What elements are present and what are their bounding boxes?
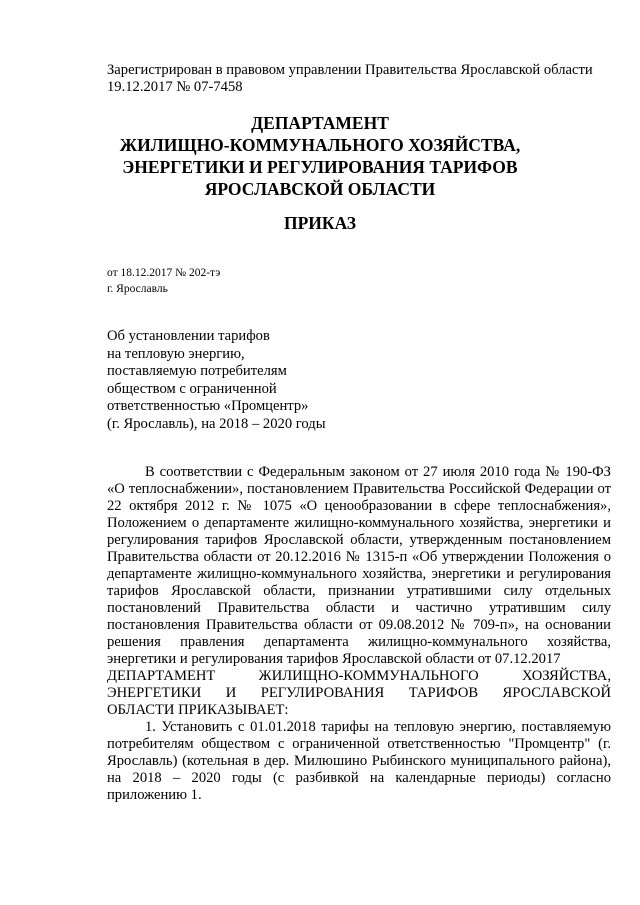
order-title: ПРИКАЗ [283,213,357,233]
order-date-number: от 18.12.2017 № 202-тэ [107,267,221,279]
header-line: ДЕПАРТАМЕНТ [251,113,389,133]
subject-line: обществом с ограниченной [107,380,277,397]
department-orders-line-2: ЭНЕРГЕТИКИ И РЕГУЛИРОВАНИЯ ТАРИФОВ ЯРОСЛАВСКОЙ [107,685,611,701]
registration-line-1: Зарегистрирован в правовом управлении Правительства Ярославской области [107,62,593,78]
order-item-1: 1. Установить с 01.01.2018 тарифы на тепловую энергию, поставляемую потребителям обществом с ограниченной ответственностью "Промцентр" (г. Ярославль) (котельная в дер. Милюшино Рыбинского муниципального района), на 2018 – 2020 годы (с разбивкой на календарные периоды) согласно приложению 1. [107,719,611,803]
department-header [0,112,640,200]
registration-note [107,62,617,96]
header-line: ЯРОСЛАВСКОЙ ОБЛАСТИ [204,179,436,199]
subject-line: поставляемую потребителям [107,363,287,379]
subject-line: Об установлении тарифов [107,328,270,344]
order-meta [107,265,220,297]
order-subject [107,328,367,433]
header-line: ЖИЛИЩНО-КОММУНАЛЬНОГО ХОЗЯЙСТВА, [119,135,521,155]
header-line: ЭНЕРГЕТИКИ И РЕГУЛИРОВАНИЯ ТАРИФОВ [122,157,518,177]
department-orders-line-3: ОБЛАСТИ ПРИКАЗЫВАЕТ: [107,702,289,718]
subject-line: (г. Ярославль), на 2018 – 2020 годы [107,415,326,432]
registration-line-2: 19.12.2017 № 07-7458 [107,79,243,95]
subject-line: на тепловую энергию, [107,345,245,362]
preamble-paragraph: В соответствии с Федеральным законом от 27 июля 2010 года № 190-ФЗ «О теплоснабжении», постановлением Правительства Российской Федерации от 22 октября 2012 г. № 1075 «О ценообразовании в сфере теплоснабжения», Положением о департаменте жилищно-коммунального хозяйства, энергетики и регулирования тарифов Ярославской области, утвержденным постановлением Правительства области от 20.12.2016 № 1315-п «Об утверждении Положения о департаменте жилищно-коммунального хозяйства, энергетики и регулирования тарифов Ярославской области, признании утратившими силу отдельных постановлений Правительства области и частично утратившим силу постановления Правительства области от 09.08.2012 № 709-п», на основании решения правления департамента жилищно-коммунального хозяйства, энергетики и регулирования тарифов Ярославской области от 07.12.2017 [107,464,611,667]
subject-line: ответственностью «Промцентр» [107,398,309,414]
order-city: г. Ярославль [107,283,168,295]
department-orders-line-1: ДЕПАРТАМЕНТ ЖИЛИЩНО-КОММУНАЛЬНОГО ХОЗЯЙСТВА, [107,668,611,684]
order-body [107,464,611,804]
